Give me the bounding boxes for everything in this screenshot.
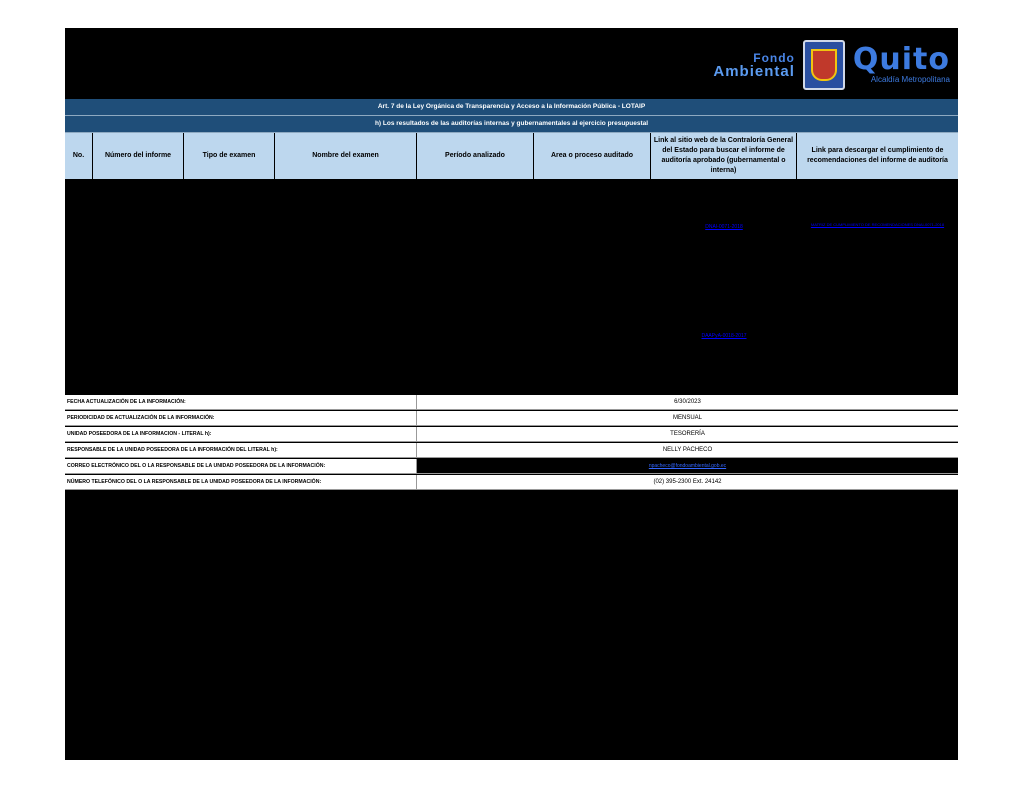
header-contraloria-link: Link al sitio web de la Contraloría General del Estado para buscar el informe de auditoría aprobado (gubernamental o interna): [651, 133, 797, 179]
header-no: No.: [65, 133, 93, 179]
fondo-ambiental-logo: [713, 51, 795, 79]
header-exam-name: Nombre del examen: [275, 133, 417, 179]
report-link-2[interactable]: DAAPyA-0018-2017: [701, 333, 747, 339]
document-page: [65, 28, 958, 760]
coat-of-arms-icon: [803, 40, 845, 90]
info-row-update-date: [65, 395, 958, 410]
info-label: PERIODICIDAD DE ACTUALIZACIÓN DE LA INFORMACIÓN:: [65, 411, 417, 426]
info-value: MENSUAL: [417, 411, 958, 426]
email-link[interactable]: npacheco@fondoambiental.gob.ec: [417, 459, 958, 474]
info-row-email: [65, 459, 958, 474]
quito-logo-subtext: Alcaldía Metropolitana: [870, 75, 950, 84]
ambiental-logo-text: Ambiental: [713, 63, 795, 80]
report-link-1[interactable]: DNAI-0071-2018: [705, 224, 743, 230]
quito-logo: [852, 42, 950, 85]
page-title: Art. 7 de la Ley Orgánica de Transparencia y Acceso a la Información Pública - LOTAIP: [65, 99, 958, 116]
header-period: Período analizado: [417, 133, 534, 179]
info-row-periodicity: [65, 411, 958, 426]
info-value: NELLY PACHECO: [417, 443, 958, 458]
header-exam-type: Tipo de examen: [184, 133, 275, 179]
fondo-logo-text: Fondo: [753, 51, 795, 65]
info-value: 6/30/2023: [417, 395, 958, 410]
header-recommendations-link: Link para descargar el cumplimiento de recomendaciones del informe de auditoría: [797, 133, 958, 179]
recommendations-link-1[interactable]: MATRIZ DE CUMPLIMIENTO DE RECOMENDACIONES DNAI-0071-2018: [810, 222, 945, 227]
info-label: NÚMERO TELEFÓNICO DEL O LA RESPONSABLE DE LA UNIDAD POSEEDORA DE LA INFORMACIÓN:: [65, 475, 417, 490]
info-label: UNIDAD POSEEDORA DE LA INFORMACION - LITERAL h):: [65, 427, 417, 442]
header-logos: [713, 36, 950, 94]
page-subtitle: h) Los resultados de las auditorías internas y gubernamentales al ejercicio presupuestal: [65, 116, 958, 133]
info-label: CORREO ELECTRÓNICO DEL O LA RESPONSABLE DE LA UNIDAD POSEEDORA DE LA INFORMACIÓN:: [65, 459, 417, 474]
table-header: [65, 133, 958, 179]
info-label: RESPONSABLE DE LA UNIDAD POSEEDORA DE LA INFORMACIÓN DEL LITERAL h):: [65, 443, 417, 458]
quito-logo-text: Quito: [852, 42, 950, 77]
info-label: FECHA ACTUALIZACIÓN DE LA INFORMACIÓN:: [65, 395, 417, 410]
header-area: Area o proceso auditado: [534, 133, 651, 179]
info-row-unit: [65, 427, 958, 442]
info-value: (02) 395-2300 Ext. 24142: [417, 475, 958, 490]
header-report-number: Número del informe: [93, 133, 184, 179]
info-row-responsible: [65, 443, 958, 458]
info-value: TESORERÍA: [417, 427, 958, 442]
info-row-phone: [65, 475, 958, 490]
